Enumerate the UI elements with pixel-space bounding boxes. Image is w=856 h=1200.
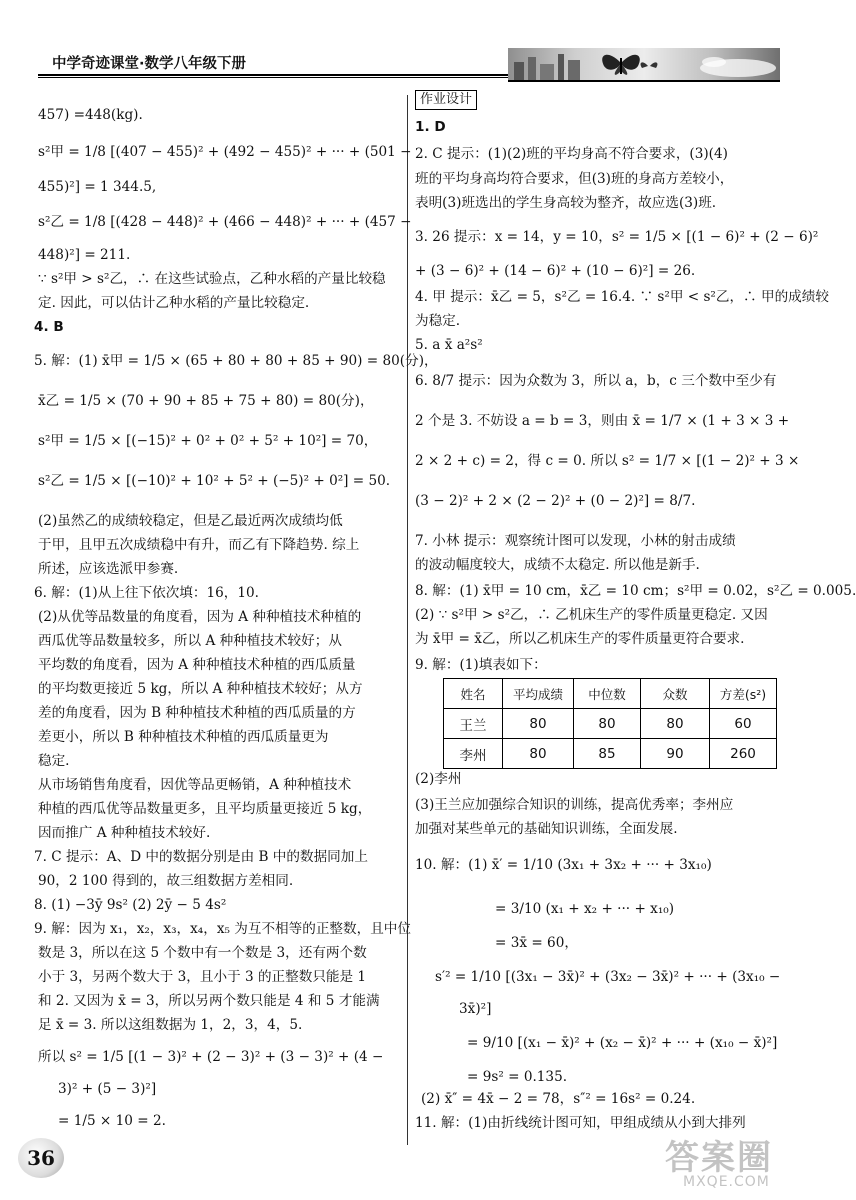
watermark-logo: [655, 1130, 785, 1192]
answer-8: 8. (1) −3ȳ 9s² (2) 2ȳ − 5 4s²: [34, 897, 227, 913]
answer-6: 6. 8/7 提示：因为众数为 3，所以 a，b，c 三个数中至少有: [415, 373, 777, 389]
answer-9: 9. 解：(1)填表如下：: [415, 657, 547, 673]
answer-6: 6. 解：(1)从上往下依次填：16，10.: [34, 585, 259, 601]
text-line: 表明(3)班选出的学生身高较为整齐，故应选(3)班.: [415, 195, 717, 211]
text-line: 2 × 2 + c) = 2，得 c = 0. 所以 s² = 1/7 × [(1 − 2)² + 3 ×: [415, 453, 800, 469]
table-header: 方差(s²): [710, 679, 777, 709]
text-line: 班的平均身高均符合要求，但(3)班的身高方差较小，: [415, 171, 734, 187]
text-line: s²甲 = 1/5 × [(−15)² + 0² + 0² + 5² + 10²] = 70，: [38, 433, 378, 449]
text-line: 从市场销售角度看，因优等品更畅销，A 种种植技术: [38, 777, 352, 793]
homework-design-heading: 作业设计: [415, 90, 477, 110]
text-line: s²甲 = 1/8 [(407 − 455)² + (492 − 455)² + ··· + (501 −: [38, 144, 412, 160]
text-line: 小于 3，另两个数大于 3，且小于 3 的正整数只能是 1: [38, 969, 367, 985]
answer-4: 4. 甲 提示：x̄乙 = 5，s²乙 = 16.4. ∵ s²甲 < s²乙，∴ 甲的成绩较: [415, 289, 829, 305]
column-divider: [407, 95, 408, 1145]
table-header: 中位数: [574, 679, 641, 709]
answer-2: 2. C 提示：(1)(2)班的平均身高不符合要求，(3)(4): [415, 146, 728, 162]
text-line: 3x̄)²]: [459, 1001, 492, 1017]
text-line: = 9/10 [(x₁ − x̄)² + (x₂ − x̄)² + ··· + (x₁₀ − x̄)²]: [467, 1035, 778, 1051]
text-line: ∵ s²甲 > s²乙，∴ 在这些试验点，乙种水稻的产量比较稳: [38, 271, 386, 287]
table-cell: 王兰: [444, 709, 503, 739]
table-cell: 260: [710, 739, 777, 769]
score-table: [443, 678, 777, 769]
text-line: (3 − 2)² + 2 × (2 − 2)² + (0 − 2)²] = 8/7.: [415, 493, 696, 509]
text-line: 和 2. 又因为 x̄ = 3，所以另两个数只能是 4 和 5 才能满: [38, 993, 380, 1009]
text-line: 3)² + (5 − 3)²]: [58, 1081, 157, 1097]
text-line: (2) ∵ s²甲 > s²乙，∴ 乙机床生产的零件质量更稳定. 又因: [415, 607, 768, 623]
text-line: (2)从优等品数量的角度看，因为 A 种种植技术种植的: [38, 609, 362, 625]
table-cell: 60: [710, 709, 777, 739]
table-cell: 80: [641, 709, 710, 739]
text-line: = 1/5 × 10 = 2.: [58, 1113, 166, 1129]
page-header: [38, 44, 780, 84]
text-line: (2)虽然乙的成绩较稳定，但是乙最近两次成绩均低: [38, 513, 343, 529]
text-line: 的平均数更接近 5 kg，所以 A 种种植技术较好；从方: [38, 681, 363, 697]
answer-7: 7. C 提示：A、D 中的数据分别是由 B 中的数据同加上: [34, 849, 368, 865]
text-line: 平均数的角度看，因为 A 种种植技术种植的西瓜质量: [38, 657, 356, 673]
header-rule: [38, 74, 508, 76]
text-line: x̄乙 = 1/5 × (70 + 90 + 85 + 75 + 80) = 80(分)，: [38, 393, 374, 409]
answer-1: 1. D: [415, 119, 446, 135]
text-line: s′² = 1/10 [(3x₁ − 3x̄)² + (3x₂ − 3x̄)² + ··· + (3x₁₀ −: [435, 969, 781, 985]
table-row: [444, 739, 777, 769]
text-line: 所以 s² = 1/5 [(1 − 3)² + (2 − 3)² + (3 − 3)² + (4 −: [38, 1049, 384, 1065]
answer-8: 8. 解：(1) x̄甲 = 10 cm，x̄乙 = 10 cm；s²甲 = 0.02，s²乙 = 0.005.: [415, 583, 856, 599]
table-cell: 80: [503, 739, 574, 769]
text-line: 为稳定.: [415, 313, 461, 329]
text-line: 西瓜优等品数量较多，所以 A 种种植技术较好；从: [38, 633, 342, 649]
text-line: 加强对某些单元的基础知识训练，全面发展.: [415, 821, 678, 837]
text-line: 448)²] = 211.: [38, 247, 131, 263]
text-line: + (3 − 6)² + (14 − 6)² + (10 − 6)²] = 26.: [415, 263, 696, 279]
text-line: s²乙 = 1/5 × [(−10)² + 10² + 5² + (−5)² + 0²] = 50.: [38, 473, 391, 489]
watermark-text: 答案圈: [665, 1138, 773, 1178]
text-line: 的波动幅度较大，成绩不太稳定. 所以他是新手.: [415, 557, 700, 573]
answer-3: 3. 26 提示：x = 14，y = 10，s² = 1/5 × [(1 − 6)² + (2 − 6)²: [415, 229, 819, 245]
table-cell: 90: [641, 739, 710, 769]
text-line: s²乙 = 1/8 [(428 − 448)² + (466 − 448)² + ··· + (457 −: [38, 214, 412, 230]
text-line: 足 x̄ = 3. 所以这组数据为 1，2，3，4，5.: [38, 1017, 303, 1033]
text-line: = 3/10 (x₁ + x₂ + ··· + x₁₀): [495, 901, 675, 917]
answer-11: 11. 解：(1)由折线统计图可知，甲组成绩从小到大排列: [415, 1115, 746, 1131]
text-line: (2)李州: [415, 771, 462, 787]
answer-5: 5. 解：(1) x̄甲 = 1/5 × (65 + 80 + 80 + 85 + 90) = 80(分)，: [34, 353, 438, 369]
text-line: 数是 3，所以在这 5 个数中有一个数是 3，还有两个数: [38, 945, 367, 961]
text-line: (2) x̄″ = 4x̄ − 2 = 78，s″² = 16s² = 0.24.: [421, 1091, 696, 1107]
page-number: 36: [18, 1138, 64, 1178]
table-header: 平均成绩: [503, 679, 574, 709]
table-cell: 李州: [444, 739, 503, 769]
text-line: = 9s² = 0.135.: [467, 1069, 568, 1085]
butterfly-icon: [508, 48, 780, 80]
table-header: 众数: [641, 679, 710, 709]
text-line: 所述，应该选派甲参赛.: [38, 561, 179, 577]
text-line: 定. 因此，可以估计乙种水稻的产量比较稳定.: [38, 295, 310, 311]
header-rule-thin: [38, 77, 508, 78]
watermark-url: MXQE.COM: [683, 1174, 770, 1190]
text-line: = 3x̄ = 60，: [495, 935, 578, 951]
text-line: 2 个是 3. 不妨设 a = b = 3，则由 x̄ = 1/7 × (1 + 3 × 3 +: [415, 413, 790, 429]
text-line: 为 x̄甲 = x̄乙，所以乙机床生产的零件质量更符合要求.: [415, 631, 745, 647]
text-line: 于甲，且甲五次成绩稳中有升，而乙有下降趋势. 综上: [38, 537, 360, 553]
text-line: 因而推广 A 种种植技术较好.: [38, 825, 211, 841]
text-line: 稳定.: [38, 753, 70, 769]
text-line: 差的角度看，因为 B 种种植技术种植的西瓜质量的方: [38, 705, 356, 721]
table-cell: 80: [503, 709, 574, 739]
table-cell: 80: [574, 709, 641, 739]
answer-7: 7. 小林 提示：观察统计图可以发现，小林的射击成绩: [415, 533, 736, 549]
text-line: 种植的西瓜优等品数量更多，且平均质量更接近 5 kg，: [38, 801, 372, 817]
answer-5: 5. a x̄ a²s²: [415, 337, 483, 353]
text-line: 455)²] = 1 344.5,: [38, 179, 157, 195]
table-header: 姓名: [444, 679, 503, 709]
answer-10: 10. 解：(1) x̄′ = 1/10 (3x₁ + 3x₂ + ··· + 3x₁₀): [415, 857, 712, 873]
text-line: (3)王兰应加强综合知识的训练，提高优秀率；李州应: [415, 797, 734, 813]
header-butterfly-banner-image: [508, 48, 780, 82]
answer-4: 4. B: [34, 319, 64, 335]
table-cell: 85: [574, 739, 641, 769]
table-row: [444, 709, 777, 739]
text-line: 90，2 100 得到的，故三组数据方差相同.: [38, 873, 294, 889]
table-header-row: [444, 679, 777, 709]
book-title: 中学奇迹课堂·数学八年级下册: [52, 56, 247, 72]
text-line: 差更小，所以 B 种种植技术种植的西瓜质量更为: [38, 729, 329, 745]
text-line: 457) =448(kg).: [38, 107, 143, 123]
answer-9: 9. 解：因为 x₁，x₂，x₃，x₄，x₅ 为互不相等的正整数，且中位: [34, 921, 411, 937]
